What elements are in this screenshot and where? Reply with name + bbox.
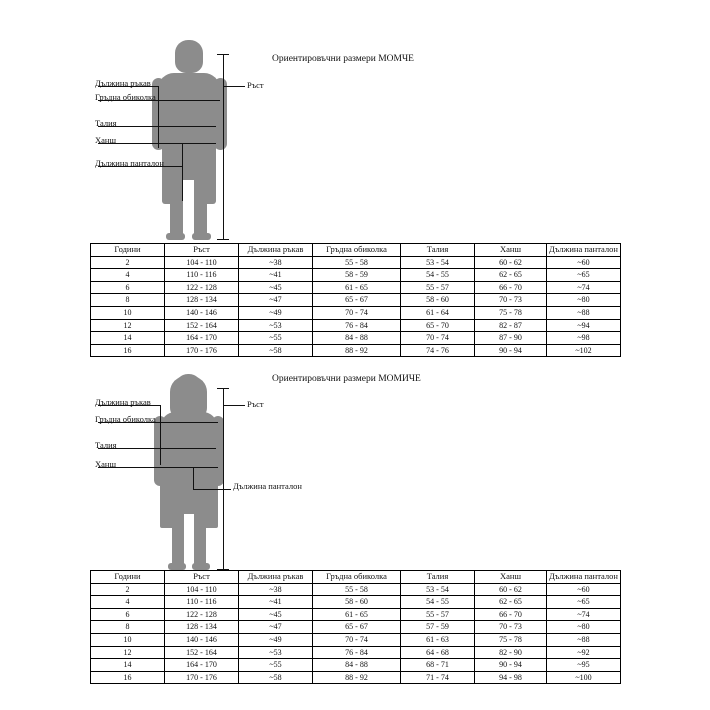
cell-hip: 60 - 62 — [475, 583, 547, 596]
boy-th-height: Ръст — [165, 244, 239, 257]
cell-chest: 65 - 67 — [313, 294, 401, 307]
girl-th-waist: Талия — [401, 571, 475, 584]
girl-height-line — [223, 388, 224, 570]
table-row — [91, 671, 621, 684]
table-row — [91, 306, 621, 319]
girl-pants-label: Дължина панталон — [233, 481, 302, 491]
cell-pants: ~74 — [547, 281, 621, 294]
cell-sleeve: ~55 — [239, 659, 313, 672]
cell-hip: 90 - 94 — [475, 659, 547, 672]
girl-waist-label: Талия — [95, 440, 117, 450]
cell-height: 152 - 164 — [165, 646, 239, 659]
boy-th-pants: Дължина панталон — [547, 244, 621, 257]
cell-pants: ~102 — [547, 344, 621, 357]
cell-chest: 61 - 65 — [313, 281, 401, 294]
cell-waist: 71 - 74 — [401, 671, 475, 684]
cell-hip: 82 - 87 — [475, 319, 547, 332]
cell-height: 128 - 134 — [165, 621, 239, 634]
cell-years: 8 — [91, 294, 165, 307]
cell-sleeve: ~47 — [239, 621, 313, 634]
cell-waist: 74 - 76 — [401, 344, 475, 357]
cell-sleeve: ~53 — [239, 646, 313, 659]
table-row — [91, 646, 621, 659]
cell-hip: 82 - 90 — [475, 646, 547, 659]
cell-chest: 65 - 67 — [313, 621, 401, 634]
boy-head — [175, 40, 203, 73]
cell-years: 8 — [91, 621, 165, 634]
cell-height: 170 - 176 — [165, 344, 239, 357]
cell-height: 110 - 116 — [165, 596, 239, 609]
cell-sleeve: ~41 — [239, 269, 313, 282]
cell-chest: 88 - 92 — [313, 671, 401, 684]
cell-height: 152 - 164 — [165, 319, 239, 332]
cell-chest: 84 - 88 — [313, 332, 401, 345]
cell-hip: 62 - 65 — [475, 269, 547, 282]
girl-th-pants: Дължина панталон — [547, 571, 621, 584]
cell-years: 4 — [91, 269, 165, 282]
girl-sleeve-line — [160, 405, 161, 465]
cell-waist: 54 - 55 — [401, 269, 475, 282]
cell-sleeve: ~55 — [239, 332, 313, 345]
cell-sleeve: ~58 — [239, 344, 313, 357]
cell-chest: 58 - 59 — [313, 269, 401, 282]
cell-sleeve: ~45 — [239, 281, 313, 294]
boy-height-tick-top — [217, 54, 229, 55]
cell-hip: 75 - 78 — [475, 633, 547, 646]
cell-height: 110 - 116 — [165, 269, 239, 282]
cell-years: 6 — [91, 608, 165, 621]
cell-pants: ~98 — [547, 332, 621, 345]
cell-pants: ~95 — [547, 659, 621, 672]
cell-pants: ~80 — [547, 621, 621, 634]
girl-height-tick-top — [217, 388, 229, 389]
boy-sleeve-label: Дължина ръкав — [95, 78, 151, 88]
cell-years: 2 — [91, 583, 165, 596]
table-row — [91, 332, 621, 345]
table-row — [91, 621, 621, 634]
girl-right-foot — [192, 563, 210, 570]
girl-th-height: Ръст — [165, 571, 239, 584]
cell-years: 16 — [91, 671, 165, 684]
cell-height: 164 - 170 — [165, 332, 239, 345]
table-row — [91, 659, 621, 672]
cell-sleeve: ~38 — [239, 583, 313, 596]
cell-hip: 70 - 73 — [475, 621, 547, 634]
cell-chest: 58 - 60 — [313, 596, 401, 609]
boy-left-leg — [170, 198, 183, 238]
boy-th-sleeve: Дължина ръкав — [239, 244, 313, 257]
boy-figure-title: Ориентировъчни размери МОМЧЕ — [272, 54, 414, 64]
girl-height-leader — [223, 405, 245, 406]
cell-years: 16 — [91, 344, 165, 357]
cell-pants: ~100 — [547, 671, 621, 684]
boy-chest-label: Гръдна обиколка — [95, 92, 156, 102]
cell-years: 10 — [91, 306, 165, 319]
boy-th-hip: Ханш — [475, 244, 547, 257]
table-row — [91, 596, 621, 609]
girl-hip-label: Ханш — [95, 459, 117, 469]
table-row — [91, 294, 621, 307]
cell-chest: 61 - 65 — [313, 608, 401, 621]
cell-height: 170 - 176 — [165, 671, 239, 684]
cell-hip: 87 - 90 — [475, 332, 547, 345]
table-row — [91, 608, 621, 621]
girl-figure — [90, 368, 610, 563]
cell-waist: 70 - 74 — [401, 332, 475, 345]
cell-pants: ~92 — [547, 646, 621, 659]
girl-sleeve-label: Дължина ръкав — [95, 397, 151, 407]
cell-height: 122 - 128 — [165, 281, 239, 294]
cell-height: 128 - 134 — [165, 294, 239, 307]
cell-chest: 76 - 84 — [313, 319, 401, 332]
cell-years: 12 — [91, 646, 165, 659]
boy-pants-line — [182, 143, 183, 201]
cell-waist: 64 - 68 — [401, 646, 475, 659]
cell-waist: 54 - 55 — [401, 596, 475, 609]
cell-hip: 60 - 62 — [475, 256, 547, 269]
boy-right-foot — [192, 233, 211, 240]
girl-th-chest: Гръдна обиколка — [313, 571, 401, 584]
girl-left-leg — [172, 524, 184, 568]
boy-pants-label: Дължина панталон — [95, 158, 164, 168]
cell-sleeve: ~49 — [239, 306, 313, 319]
table-row — [91, 633, 621, 646]
boy-waist-label: Талия — [95, 118, 117, 128]
cell-pants: ~80 — [547, 294, 621, 307]
cell-sleeve: ~58 — [239, 671, 313, 684]
table-row — [91, 256, 621, 269]
cell-height: 104 - 110 — [165, 256, 239, 269]
cell-hip: 75 - 78 — [475, 306, 547, 319]
girl-head — [175, 374, 202, 406]
cell-waist: 61 - 63 — [401, 633, 475, 646]
cell-height: 140 - 146 — [165, 306, 239, 319]
cell-chest: 88 - 92 — [313, 344, 401, 357]
table-row — [91, 344, 621, 357]
cell-pants: ~60 — [547, 583, 621, 596]
cell-years: 14 — [91, 659, 165, 672]
boy-leg-gap — [183, 180, 194, 238]
boy-height-label: Ръст — [247, 80, 264, 90]
girl-left-foot — [168, 563, 186, 570]
cell-height: 104 - 110 — [165, 583, 239, 596]
cell-waist: 53 - 54 — [401, 583, 475, 596]
boy-height-leader — [223, 86, 245, 87]
boy-table-header-row — [91, 244, 621, 257]
cell-chest: 55 - 58 — [313, 583, 401, 596]
cell-sleeve: ~49 — [239, 633, 313, 646]
girl-height-label: Ръст — [247, 399, 264, 409]
boy-height-tick-bottom — [217, 239, 229, 240]
cell-years: 4 — [91, 596, 165, 609]
cell-sleeve: ~45 — [239, 608, 313, 621]
cell-hip: 90 - 94 — [475, 344, 547, 357]
table-row — [91, 281, 621, 294]
boy-height-line — [223, 54, 224, 240]
cell-waist: 55 - 57 — [401, 608, 475, 621]
girl-th-hip: Ханш — [475, 571, 547, 584]
cell-pants: ~60 — [547, 256, 621, 269]
boy-figure — [90, 30, 610, 235]
cell-height: 122 - 128 — [165, 608, 239, 621]
cell-hip: 66 - 70 — [475, 608, 547, 621]
girl-table-header-row — [91, 571, 621, 584]
girl-chest-label: Гръдна обиколка — [95, 414, 156, 424]
cell-height: 140 - 146 — [165, 633, 239, 646]
table-row — [91, 319, 621, 332]
boy-sleeve-line — [158, 86, 159, 148]
cell-hip: 62 - 65 — [475, 596, 547, 609]
boy-th-years: Години — [91, 244, 165, 257]
cell-hip: 94 - 98 — [475, 671, 547, 684]
girl-size-table — [90, 570, 621, 684]
cell-chest: 55 - 58 — [313, 256, 401, 269]
cell-waist: 57 - 59 — [401, 621, 475, 634]
cell-pants: ~94 — [547, 319, 621, 332]
cell-pants: ~65 — [547, 596, 621, 609]
cell-years: 14 — [91, 332, 165, 345]
table-row — [91, 269, 621, 282]
boy-left-foot — [166, 233, 185, 240]
cell-years: 12 — [91, 319, 165, 332]
girl-right-leg — [194, 524, 206, 568]
cell-years: 2 — [91, 256, 165, 269]
girl-leg-gap — [184, 514, 194, 570]
boy-hip-label: Ханш — [95, 135, 117, 145]
boy-th-waist: Талия — [401, 244, 475, 257]
cell-sleeve: ~47 — [239, 294, 313, 307]
cell-height: 164 - 170 — [165, 659, 239, 672]
cell-pants: ~74 — [547, 608, 621, 621]
cell-pants: ~65 — [547, 269, 621, 282]
cell-waist: 65 - 70 — [401, 319, 475, 332]
cell-chest: 70 - 74 — [313, 633, 401, 646]
cell-chest: 70 - 74 — [313, 306, 401, 319]
cell-waist: 55 - 57 — [401, 281, 475, 294]
cell-waist: 58 - 60 — [401, 294, 475, 307]
cell-years: 6 — [91, 281, 165, 294]
table-row — [91, 583, 621, 596]
cell-waist: 61 - 64 — [401, 306, 475, 319]
cell-chest: 76 - 84 — [313, 646, 401, 659]
girl-pants-line — [193, 467, 194, 489]
boy-right-leg — [194, 198, 207, 238]
girl-figure-title: Ориентировъчни размери МОМИЧЕ — [272, 374, 421, 384]
cell-hip: 70 - 73 — [475, 294, 547, 307]
boy-torso — [158, 73, 220, 148]
cell-waist: 68 - 71 — [401, 659, 475, 672]
cell-sleeve: ~38 — [239, 256, 313, 269]
boy-th-chest: Гръдна обиколка — [313, 244, 401, 257]
boy-size-table — [90, 243, 621, 357]
cell-chest: 84 - 88 — [313, 659, 401, 672]
cell-years: 10 — [91, 633, 165, 646]
cell-sleeve: ~41 — [239, 596, 313, 609]
cell-sleeve: ~53 — [239, 319, 313, 332]
cell-pants: ~88 — [547, 306, 621, 319]
girl-pants-leader — [193, 489, 231, 490]
cell-hip: 66 - 70 — [475, 281, 547, 294]
girl-th-years: Години — [91, 571, 165, 584]
cell-waist: 53 - 54 — [401, 256, 475, 269]
cell-pants: ~88 — [547, 633, 621, 646]
girl-th-sleeve: Дължина ръкав — [239, 571, 313, 584]
